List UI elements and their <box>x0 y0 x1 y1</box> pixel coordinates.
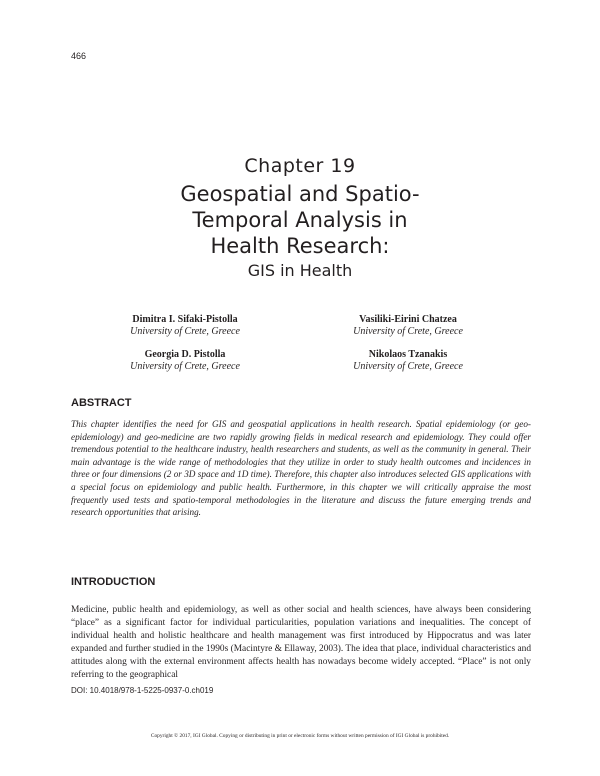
chapter-label: Chapter 19 <box>244 155 356 177</box>
chapter-title <box>0 181 600 259</box>
introduction-text: Medicine, public health and epidemiology, as well as other social and health sciences, have always been considering “place” as a significant factor for individual particularities, population variations and inequalities. The concept of individual health and holistic healthcare and health management was first introduced by Hippocratus and was later expanded and further studied in the 1990s (Macintyre & Ellaway, 2003). The idea that place, individual characteristics and attitudes along with the external environment affects health has nowadays become widely accepted. “Place” is not only referring to the geographical <box>71 605 532 680</box>
abstract-heading: ABSTRACT <box>71 397 132 409</box>
author-name: Nikolaos Tzanakis <box>368 349 448 360</box>
chapter-title-line-3: Health Research: <box>210 234 390 258</box>
author-block <box>313 314 503 338</box>
doi-text: DOI: 10.4018/978-1-5225-0937-0.ch019 <box>71 686 214 695</box>
chapter-title-line-2: Temporal Analysis in <box>192 208 408 232</box>
author-name: Dimitra I. Sifaki-Pistolla <box>132 314 238 325</box>
copyright-footer: Copyright © 2017, IGI Global. Copying or distributing in print or electronic forms without written permission of IGI Global is prohibited. <box>150 733 450 739</box>
author-name: Georgia D. Pistolla <box>144 349 226 360</box>
abstract-text: This chapter identifies the need for GIS and geospatial applications in health research. Spatial epidemiology (or geo-epidemiology) and geo-medicine are two rapidly growing fields in medical research and epidemiology. They could offer tremendous potential to the healthcare industry, health researchers and students, as well as the community in general. Their main advantage is the wide range of methodologies that they utilize in order to study health outcomes and incidences in three or four dimensions (2 or 3D space and 1D time). Therefore, this chapter also introduces selected GIS applications with a special focus on epidemiology and public health. Furthermore, in this chapter we will critically appraise the most frequently used tests and spatio-temporal methodologies in the literature and discuss the future emerging trends and research opportunities that arising. <box>71 419 531 518</box>
author-block <box>313 349 503 373</box>
author-block <box>90 349 280 373</box>
introduction-heading: INTRODUCTION <box>71 576 156 588</box>
page-number: 466 <box>71 51 87 61</box>
author-name: Vasiliki-Eirini Chatzea <box>359 314 457 325</box>
chapter-title-line-1: Geospatial and Spatio- <box>180 182 420 206</box>
author-block <box>90 314 280 338</box>
author-affiliation: University of Crete, Greece <box>353 361 463 372</box>
author-affiliation: University of Crete, Greece <box>130 326 240 337</box>
author-affiliation: University of Crete, Greece <box>353 326 463 337</box>
author-affiliation: University of Crete, Greece <box>130 361 240 372</box>
chapter-subtitle: GIS in Health <box>247 261 353 280</box>
